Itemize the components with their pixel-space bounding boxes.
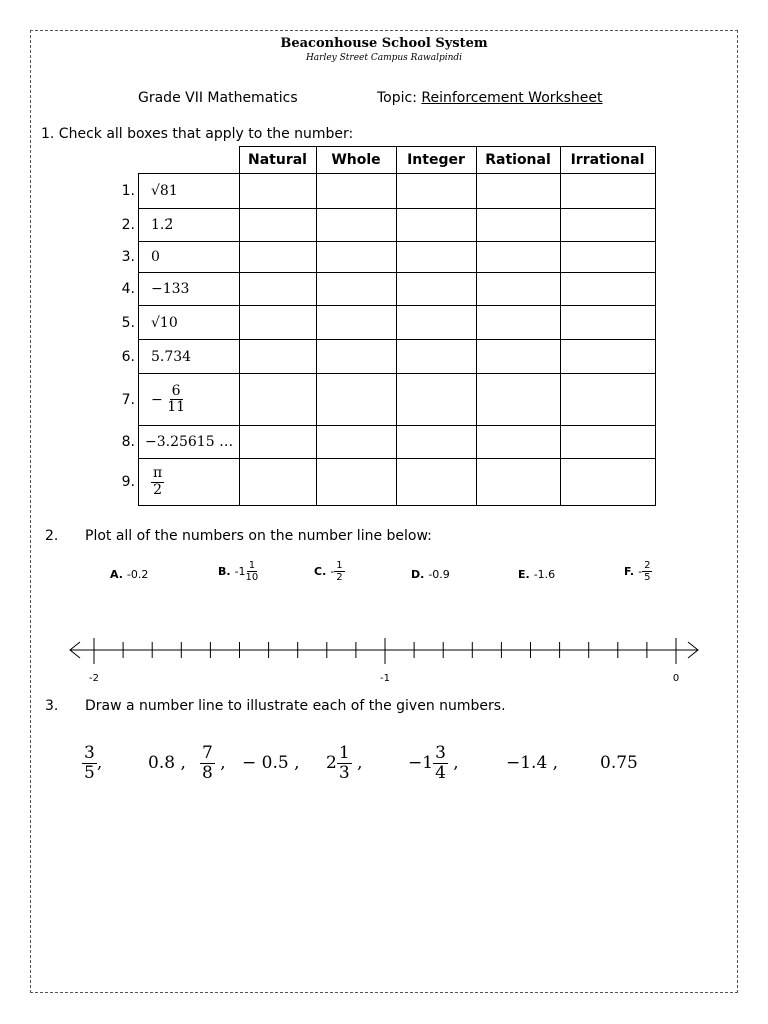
denominator: 11 [167, 399, 186, 415]
table-row [101, 209, 655, 242]
checkbox-cell[interactable] [476, 374, 560, 426]
row-expression: −133 [139, 273, 240, 306]
option-e: E. -1.6 [518, 568, 556, 581]
fraction: $\frac{3}{4}$ [435, 742, 446, 783]
fraction: $\frac{1}{2}$ [336, 560, 343, 583]
grade-label: Grade VII Mathematics [138, 90, 298, 106]
q3-numbers [82, 736, 682, 792]
checkbox-cell[interactable] [476, 242, 560, 273]
row-expression: √81 [139, 174, 240, 209]
number-line-ticks [94, 638, 676, 664]
question-2-number: 2. [45, 528, 59, 544]
checkbox-cell[interactable] [316, 374, 396, 426]
row-expression [139, 459, 240, 506]
checkbox-cell[interactable] [476, 273, 560, 306]
checkbox-cell[interactable] [396, 340, 476, 374]
checkbox-cell[interactable] [396, 306, 476, 340]
q3-item: $\frac{7}{8}$ , [202, 742, 226, 783]
checkbox-cell[interactable] [239, 426, 316, 459]
row-number: 7. [121, 391, 135, 408]
col-whole: Whole [316, 147, 396, 174]
col-rational: Rational [476, 147, 560, 174]
row-expression [139, 374, 240, 426]
table-row [101, 426, 655, 459]
checkbox-cell[interactable] [396, 174, 476, 209]
checkbox-cell[interactable] [239, 459, 316, 506]
row-number: 4. [121, 281, 135, 297]
number-line-label: -1 [380, 673, 390, 684]
checkbox-cell[interactable] [396, 426, 476, 459]
fraction: $\frac{3}{5}$ [84, 742, 95, 783]
table-header-row [101, 147, 655, 174]
row-number: 6. [121, 348, 135, 365]
checkbox-cell[interactable] [239, 174, 316, 209]
row-number: 8. [121, 434, 135, 450]
checkbox-cell[interactable] [560, 174, 655, 209]
option-d: D. -0.9 [411, 568, 450, 581]
checkbox-cell[interactable] [316, 174, 396, 209]
checkbox-cell[interactable] [476, 340, 560, 374]
expr-sign: − [151, 391, 163, 408]
classification-table [101, 146, 656, 506]
q3-item: 0.8 , [148, 753, 186, 773]
checkbox-cell[interactable] [239, 306, 316, 340]
checkbox-cell[interactable] [316, 306, 396, 340]
option-f: F. - $\frac{2}{5}$ [624, 560, 651, 583]
number-line-label: 0 [672, 673, 680, 684]
row-number: 1. [121, 183, 135, 199]
option-b: B. -1 $\frac{1}{10}$ [218, 560, 259, 583]
checkbox-cell[interactable] [560, 340, 655, 374]
col-irrational: Irrational [560, 147, 655, 174]
q3-item: −1.4 , [506, 753, 559, 773]
row-number: 3. [121, 249, 135, 265]
row-expression: −3.25615 … [139, 426, 240, 459]
fraction: $\frac{1}{3}$ [338, 742, 350, 783]
row-number: 2. [121, 217, 135, 233]
checkbox-cell[interactable] [239, 209, 316, 242]
checkbox-cell[interactable] [396, 374, 476, 426]
numerator: π [153, 465, 163, 482]
checkbox-cell[interactable] [476, 209, 560, 242]
checkbox-cell[interactable] [476, 306, 560, 340]
numerator: 6 [171, 382, 181, 399]
fraction: $\frac{2}{5}$ [644, 560, 651, 583]
topic-label: Topic: [377, 90, 422, 106]
checkbox-cell[interactable] [560, 374, 655, 426]
number-line-label: -2 [89, 673, 99, 684]
checkbox-cell[interactable] [316, 340, 396, 374]
school-name: Beaconhouse School System [280, 36, 488, 51]
question-3-number: 3. [45, 698, 59, 714]
checkbox-cell[interactable] [560, 426, 655, 459]
topic-line [377, 90, 603, 106]
q3-item: $\frac{3}{5}$ , [84, 742, 103, 783]
checkbox-cell[interactable] [239, 273, 316, 306]
option-a: A. -0.2 [110, 568, 149, 581]
checkbox-cell[interactable] [239, 340, 316, 374]
checkbox-cell[interactable] [316, 459, 396, 506]
question-3-prompt: Draw a number line to illustrate each of the given numbers. [85, 698, 506, 714]
col-natural: Natural [239, 147, 316, 174]
table-row [101, 242, 655, 273]
row-expression: 5.734 [139, 340, 240, 374]
fraction [167, 384, 185, 416]
checkbox-cell[interactable] [560, 459, 655, 506]
row-expression: √10 [139, 306, 240, 340]
fraction [151, 466, 164, 498]
option-c: C. - $\frac{1}{2}$ [314, 560, 343, 583]
q3-item: 0.75 [600, 753, 638, 773]
checkbox-cell[interactable] [316, 426, 396, 459]
checkbox-cell[interactable] [316, 209, 396, 242]
table-row [101, 340, 655, 374]
q3-item: −1 $\frac{3}{4}$ , [408, 742, 459, 783]
plot-options [0, 558, 768, 594]
checkbox-cell[interactable] [476, 174, 560, 209]
q3-item: 2 $\frac{1}{3}$ , [326, 742, 363, 783]
checkbox-cell[interactable] [560, 306, 655, 340]
row-expression: 0 [139, 242, 240, 273]
checkbox-cell[interactable] [239, 374, 316, 426]
table-row [101, 306, 655, 340]
q3-item: − 0.5 , [242, 753, 300, 773]
question-2-prompt: Plot all of the numbers on the number line below: [85, 528, 432, 544]
question-1-prompt: 1. Check all boxes that apply to the number: [41, 126, 354, 142]
denominator: 2 [153, 481, 163, 498]
col-integer: Integer [396, 147, 476, 174]
row-expression: 1.2̄ [139, 209, 240, 242]
checkbox-cell[interactable] [476, 426, 560, 459]
checkbox-cell[interactable] [316, 242, 396, 273]
checkbox-cell[interactable] [476, 459, 560, 506]
table-row [101, 374, 655, 426]
question-2 [45, 528, 432, 544]
table-row [101, 459, 655, 506]
question-3 [45, 698, 506, 714]
table-row [101, 174, 655, 209]
checkbox-cell[interactable] [560, 242, 655, 273]
checkbox-cell[interactable] [560, 273, 655, 306]
topic-title: Reinforcement Worksheet [421, 90, 603, 106]
checkbox-cell[interactable] [316, 273, 396, 306]
row-number: 9. [121, 474, 135, 490]
checkbox-cell[interactable] [396, 459, 476, 506]
number-line [62, 628, 712, 688]
checkbox-cell[interactable] [396, 209, 476, 242]
campus-name: Harley Street Campus Rawalpindi [305, 53, 463, 63]
row-number: 5. [121, 314, 135, 331]
table-row [101, 273, 655, 306]
fraction: $\frac{1}{10}$ [245, 560, 259, 583]
fraction: $\frac{7}{8}$ [202, 742, 213, 783]
checkbox-cell[interactable] [239, 242, 316, 273]
checkbox-cell[interactable] [396, 273, 476, 306]
checkbox-cell[interactable] [396, 242, 476, 273]
checkbox-cell[interactable] [560, 209, 655, 242]
